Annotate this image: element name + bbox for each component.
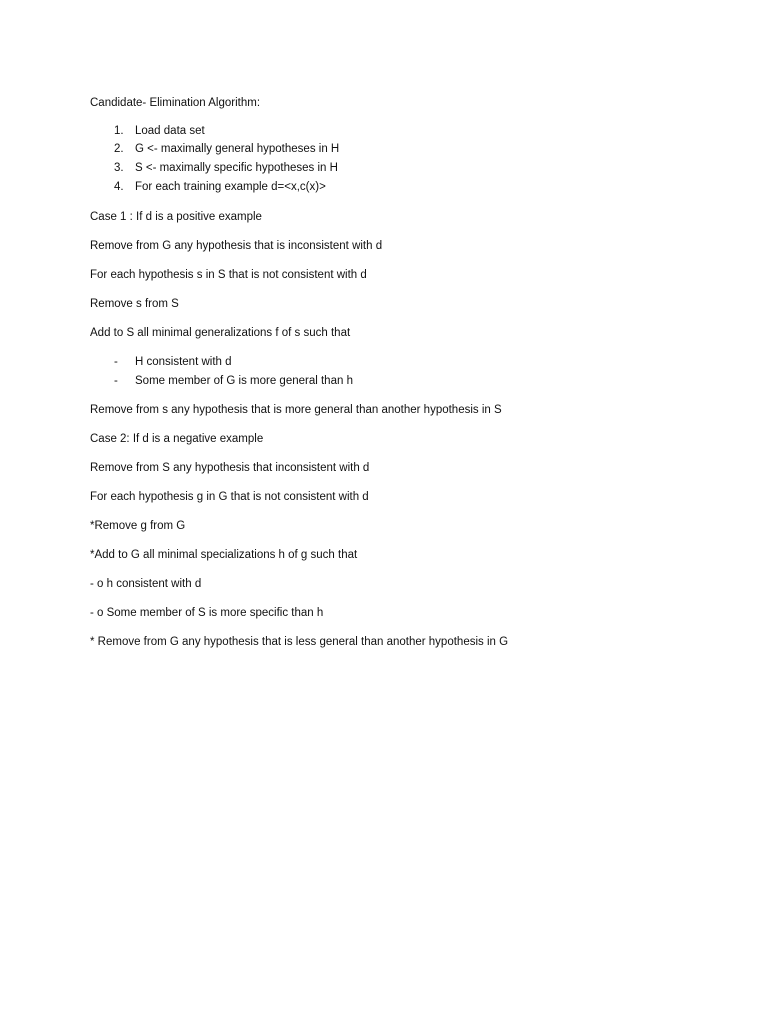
case1-for-each-s: For each hypothesis s in S that is not consistent with d: [90, 269, 367, 281]
step-number: 3.: [114, 162, 124, 174]
bullet-text: Some member of G is more general than h: [135, 375, 353, 387]
bullet-dash: -: [114, 356, 118, 368]
case1-remove-g: Remove from G any hypothesis that is inconsistent with d: [90, 240, 383, 252]
case2-remove-from-g: * Remove from G any hypothesis that is less general than another hypothesis in G: [90, 636, 509, 648]
case2-bullet-1: - o h consistent with d: [90, 578, 202, 590]
step-text: S <- maximally specific hypotheses in H: [135, 162, 338, 174]
step-number: 2.: [114, 143, 124, 155]
bullet-dash: -: [114, 375, 118, 387]
bullet-text: H consistent with d: [135, 356, 232, 368]
step-text: Load data set: [135, 125, 205, 137]
case1-remove-from-s: Remove from s any hypothesis that is more general than another hypothesis in S: [90, 404, 502, 416]
step-text: For each training example d=<x,c(x)>: [135, 181, 326, 193]
case2-remove-s: Remove from S any hypothesis that inconsistent with d: [90, 462, 370, 474]
step-text: G <- maximally general hypotheses in H: [135, 143, 340, 155]
document-title: Candidate- Elimination Algorithm:: [90, 97, 261, 109]
case2-for-each-g: For each hypothesis g in G that is not consistent with d: [90, 491, 369, 503]
step-number: 1.: [114, 125, 124, 137]
case1-remove-s: Remove s from S: [90, 298, 179, 310]
case2-heading: Case 2: If d is a negative example: [90, 433, 264, 445]
case2-remove-g: *Remove g from G: [90, 520, 186, 532]
case2-add-to-g: *Add to G all minimal specializations h of g such that: [90, 549, 358, 561]
step-number: 4.: [114, 181, 124, 193]
case1-add-to-s: Add to S all minimal generalizations f of s such that: [90, 327, 351, 339]
case2-bullet-2: - o Some member of S is more specific than h: [90, 607, 324, 619]
case1-heading: Case 1 : If d is a positive example: [90, 211, 262, 223]
